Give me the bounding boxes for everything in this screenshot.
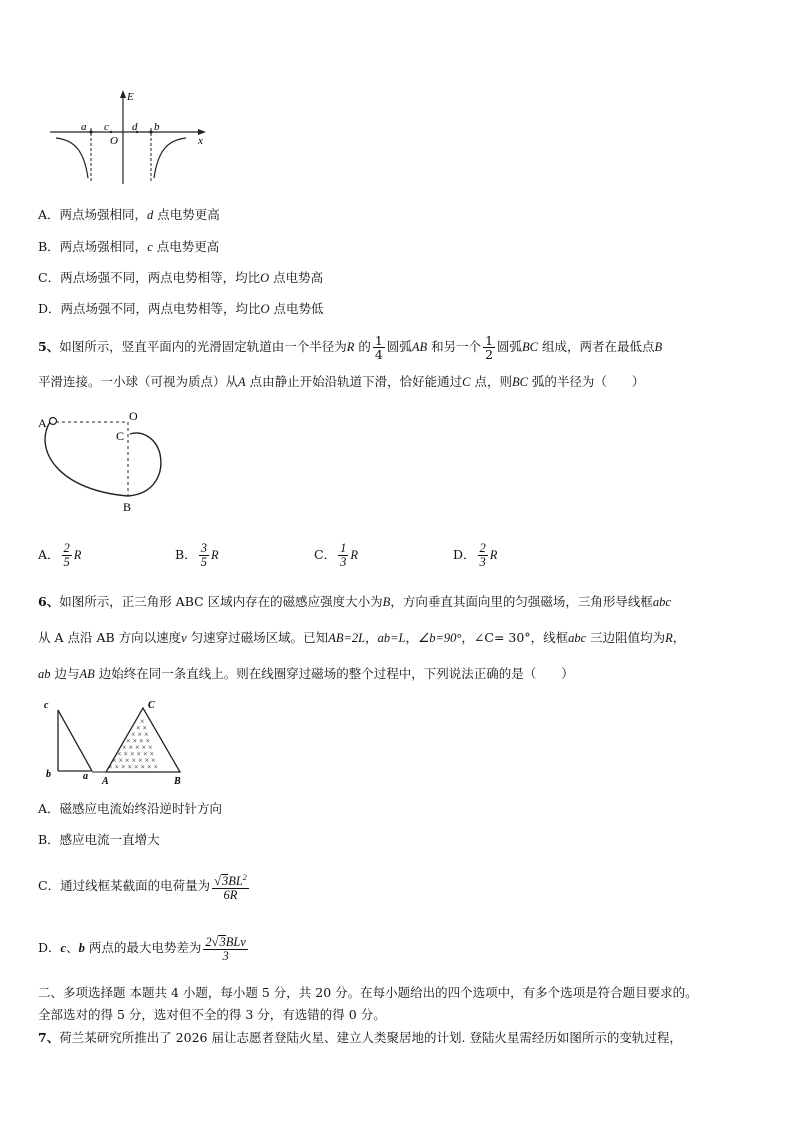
field-cross-mark: × [145, 736, 151, 746]
q6-option-d-var-c: c [60, 941, 67, 955]
q4-option-c [38, 270, 323, 286]
q6-var: v [181, 631, 187, 645]
q6-text: ，方向垂直其面向里的匀强磁场，三角形导线框 [390, 594, 653, 609]
numerator-tail: BLv [225, 934, 246, 949]
q6-fig-label-b-upper: B [174, 776, 181, 787]
q6-option-d-text: 两点的最大电势差为 [84, 940, 202, 955]
q4-e-x-graph [44, 88, 214, 188]
q6-option-d [38, 928, 250, 968]
q4-option-c-var: O [260, 271, 270, 285]
option-var: R [489, 548, 498, 562]
fraction-numerator: 1 [374, 333, 383, 348]
fraction-denominator: 5 [63, 555, 70, 569]
field-cross-mark: × [108, 762, 113, 772]
q4-option-d [38, 301, 324, 317]
q6-text: 匀速穿过磁场区域。已知 [186, 630, 329, 645]
section-2-instructions-line-1: 二、多项选择题 本题共 4 小题，每小题 5 分，共 20 分。在每小题给出的四个选项中，有多个选项是符合题目要求的。 [38, 985, 698, 1000]
q6-fig-label-c-upper: C [148, 700, 155, 711]
q5-fig-label-b: B [123, 500, 132, 514]
q5-var-ab: AB [411, 340, 428, 354]
q5-var-bc: BC [522, 340, 539, 354]
point-a-label: a [81, 121, 87, 133]
fraction-numerator: 2 [479, 541, 486, 555]
q6-option-b: B．感应电流一直增大 [38, 832, 160, 847]
q6-var: abc [652, 595, 671, 609]
q4-option-a-text: A．两点场强相同， [38, 207, 148, 222]
q6-text: 边与 [50, 666, 80, 681]
field-cross-mark: × [137, 730, 143, 739]
field-cross-mark: × [148, 743, 153, 752]
q6-var: ab=L [377, 631, 406, 645]
q4-option-d-var: O [260, 302, 270, 316]
q5-number: 5、 [38, 339, 60, 354]
field-cross-mark: × [144, 730, 149, 739]
q4-option-d-text: D．两点场强不同，两点电势相等，均比 [38, 301, 261, 316]
field-cross-mark: × [149, 749, 155, 759]
fraction-numerator: 1 [340, 541, 347, 555]
q6-option-c-fraction: $\frac{√3BL^2}{6R}$ [214, 872, 247, 903]
field-cross-mark: × [130, 749, 135, 759]
field-cross-mark: × [151, 756, 156, 765]
q6-option-d-sep: 、 [66, 940, 79, 955]
q6-option-d-fraction: $\frac{\text{2√3BLv}}{3}$ [205, 934, 246, 963]
q5-option-a [38, 538, 81, 572]
q7-text: 荷兰某研究所推出了 2026 届让志愿者登陆火星、建立人类聚居地的计划. 登陆火星需经历如图所示的变轨过程， [59, 1030, 682, 1045]
q5-var-b: B [654, 340, 663, 354]
q7-number: 7、 [38, 1030, 60, 1045]
q5-option-d [453, 538, 497, 572]
fraction-denominator: 3 [340, 555, 347, 569]
q6-var: ab [38, 667, 51, 681]
field-cross-mark: × [117, 749, 122, 759]
field-cross-mark: × [134, 762, 139, 772]
q4-option-d-tail: 点电势低 [269, 301, 324, 316]
q5-text: 点，则 [470, 374, 512, 389]
q5-var-r: R [346, 340, 355, 354]
field-cross-mark: × [142, 723, 148, 733]
option-label: B． [175, 547, 197, 562]
q4-option-b-text: B．两点场强相同， [38, 239, 148, 254]
q4-option-b [38, 239, 219, 255]
field-cross-mark: × [112, 756, 117, 765]
q6-fig-label-a-lower: a [83, 771, 88, 782]
q5-var-bc: BC [511, 375, 528, 389]
field-cross-mark: × [147, 762, 152, 772]
option-var: R [73, 548, 82, 562]
field-cross-mark: × [123, 749, 129, 759]
coefficient: 2 [205, 934, 212, 949]
q6-var: B [382, 595, 391, 609]
q6-line-3 [38, 666, 574, 682]
field-cross-mark: × [127, 762, 133, 772]
section-2-instructions-line-2: 全部选对的得 5 分，选对但不全的得 3 分，有选错的得 0 分。 [38, 1007, 386, 1022]
option-label: D． [453, 547, 476, 562]
option-label: C． [314, 547, 337, 562]
q5-fig-label-c: C [116, 429, 125, 443]
field-cross-mark: × [144, 756, 150, 765]
field-cross-mark: × [128, 743, 134, 752]
sqrt-radicand: 3 [221, 874, 229, 889]
field-cross-mark: × [121, 762, 126, 772]
q6-var: AB [79, 667, 95, 681]
q5-option-c [314, 538, 358, 572]
q4-option-a-var: d [147, 208, 154, 222]
q5-line-2 [38, 374, 644, 390]
q6-option-c-text: C．通过线框某截面的电荷量为 [38, 878, 211, 893]
q6-magnetic-field-diagram [40, 696, 190, 788]
q4-option-c-tail: 点电势高 [269, 270, 324, 285]
field-cross-mark: × [135, 743, 140, 752]
fraction-denominator: 4 [374, 347, 383, 362]
q5-var-a: A [238, 375, 246, 389]
q5-text: 和另一个 [427, 339, 482, 354]
q6-var: abc [568, 631, 587, 645]
option-var: R [210, 548, 219, 562]
q4-option-a [38, 207, 220, 223]
q5-fig-label-o: O [129, 409, 138, 423]
q6-fig-label-b-lower: b [46, 769, 51, 780]
fraction-denominator: 6R [223, 888, 238, 903]
field-cross-mark: × [114, 762, 120, 772]
q5-fraction-half [483, 334, 495, 361]
q6-text: 边始终在同一条直线上。则在线圈穿过磁场的整个过程中，下列说法正确的是（ ） [94, 666, 574, 681]
q4-option-b-var: c [147, 240, 153, 254]
q6-option-c [38, 866, 251, 906]
q5-text: 组成，两者在最低点 [538, 339, 655, 354]
q6-text: 如图所示，正三角形 ABC 区域内存在的磁感应强度大小为 [59, 594, 383, 609]
q6-text: ， [365, 630, 378, 645]
field-cross-mark: × [136, 749, 142, 759]
field-cross-mark: × [122, 743, 127, 752]
field-cross-mark: × [141, 743, 147, 752]
origin-label: O [110, 135, 118, 147]
option-label: A． [38, 547, 60, 562]
field-cross-mark: × [132, 736, 138, 746]
q6-option-a: A．磁感应电流始终沿逆时针方向 [38, 801, 223, 816]
field-cross-mark: × [118, 756, 124, 765]
q6-var: R [665, 631, 673, 645]
q5-var-c: C [462, 375, 471, 389]
q6-line-1 [38, 594, 671, 610]
field-cross-mark: × [143, 749, 148, 759]
field-cross-mark: × [131, 756, 137, 765]
fraction-denominator: 3 [479, 555, 486, 569]
q6-text: ， [672, 630, 686, 645]
q5-fraction-quarter [373, 334, 385, 361]
q5-text: 圆弧 [497, 339, 523, 354]
fraction-numerator: 3 [200, 541, 207, 555]
q6-option-d-label: D． [38, 940, 61, 955]
fraction-denominator: 2 [485, 347, 494, 362]
field-cross-mark: × [126, 736, 131, 746]
point-c-label: c [104, 121, 109, 133]
field-cross-mark: × [136, 723, 141, 733]
q6-fig-label-c-lower: c [44, 700, 49, 711]
q5-option-b [175, 538, 219, 572]
field-cross-mark: × [139, 736, 144, 746]
q5-text: 弧的半径为（ ） [527, 374, 645, 389]
field-cross-mark: × [125, 756, 130, 765]
option-var: R [350, 548, 358, 562]
q5-text: 的 [354, 339, 371, 354]
axis-e-label: E [127, 91, 134, 103]
q6-text: ， [405, 630, 419, 645]
field-cross-mark: × [153, 762, 159, 772]
field-cross-mark: × [138, 756, 143, 765]
exponent: 2 [242, 872, 247, 882]
q5-track-diagram [36, 408, 176, 514]
sqrt-radicand: 3 [219, 934, 226, 949]
q6-var: ∠b=90° [418, 631, 462, 645]
fraction-numerator: 1 [485, 333, 494, 348]
q4-option-c-text: C．两点场强不同，两点电势相等，均比 [38, 270, 261, 285]
q5-text: 圆弧 [386, 339, 412, 354]
q5-line-1 [38, 330, 662, 364]
q6-fig-label-a-upper: A [102, 776, 109, 787]
q6-var: AB=2L [328, 631, 366, 645]
q6-text: ，∠C= 30°，线框 [461, 630, 569, 645]
q7-line-1 [38, 1030, 682, 1046]
q5-text: 如图所示，竖直平面内的光滑固定轨道由一个半径为 [59, 339, 347, 354]
q6-text: 从 A 点沿 AB 方向以速度 [38, 630, 182, 645]
q4-option-b-tail: 点电势更高 [152, 239, 220, 254]
fraction-denominator: 3 [222, 948, 229, 963]
numerator-tail: BL [228, 874, 243, 889]
q5-fig-label-a: A [38, 416, 47, 430]
q6-line-2 [38, 630, 685, 646]
q6-text: 三边阻值均为 [586, 630, 666, 645]
field-cross-mark: × [140, 762, 146, 772]
q5-text: 点由静止开始沿轨道下滑，恰好能通过 [245, 374, 463, 389]
q5-text: 平滑连接。一小球（可视为质点）从 [38, 374, 239, 389]
axis-x-label: x [198, 135, 203, 147]
field-cross-mark: × [140, 717, 145, 726]
point-b-label: b [154, 121, 160, 133]
q4-option-a-tail: 点电势更高 [153, 207, 220, 222]
fraction-numerator: 2 [63, 541, 70, 555]
field-cross-mark: × [131, 730, 136, 739]
point-d-label: d [132, 121, 138, 133]
q6-number: 6、 [38, 594, 60, 609]
q6-option-d-var-b: b [78, 941, 85, 955]
fraction-denominator: 5 [200, 555, 207, 569]
